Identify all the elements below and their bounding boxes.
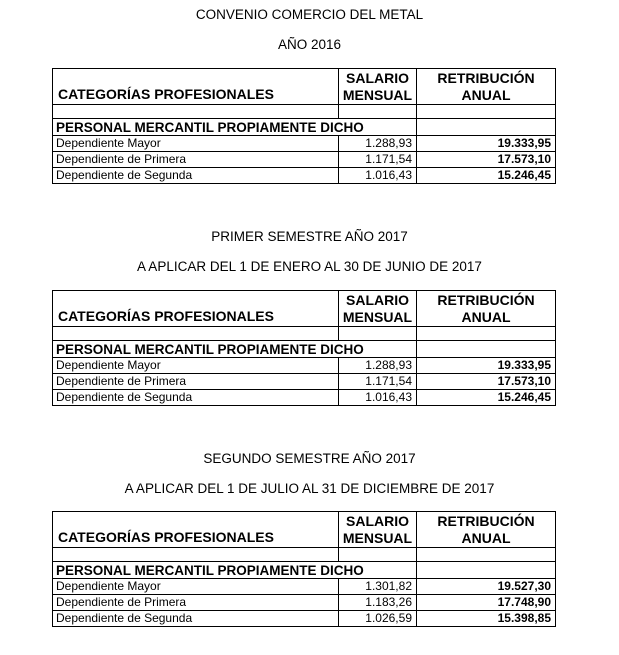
category-header: CATEGORÍAS PROFESIONALES — [53, 512, 339, 548]
table-row — [53, 390, 556, 406]
period-subtitle: A APLICAR DEL 1 DE ENERO AL 30 DE JUNIO DE 2017 — [137, 259, 482, 274]
table-header-row — [53, 291, 556, 327]
category-cell: Dependiente Mayor — [53, 579, 339, 595]
category-cell: Dependiente de Primera — [53, 595, 339, 611]
category-cell: Dependiente Mayor — [53, 136, 339, 152]
table-row — [53, 374, 556, 390]
category-header: CATEGORÍAS PROFESIONALES — [53, 69, 339, 105]
table-header-row — [53, 69, 556, 105]
annual-cell: 17.573,10 — [417, 152, 556, 168]
annual-cell: 15.246,45 — [417, 168, 556, 184]
monthly-cell: 1.301,82 — [339, 579, 417, 595]
table-row — [53, 136, 556, 152]
table-row — [53, 579, 556, 595]
monthly-cell: 1.026,59 — [339, 611, 417, 627]
section-row — [53, 562, 556, 579]
spacer-row — [53, 105, 556, 119]
period-title: SEGUNDO SEMESTRE AÑO 2017 — [203, 451, 416, 466]
period-subtitle: A APLICAR DEL 1 DE JULIO AL 31 DE DICIEMBRE DE 2017 — [124, 481, 495, 496]
monthly-cell: 1.016,43 — [339, 168, 417, 184]
annual-pay-header: RETRIBUCIÓN ANUAL — [417, 512, 556, 548]
section-name: PERSONAL MERCANTIL PROPIAMENTE DICHO — [53, 562, 339, 579]
monthly-salary-header: SALARIO MENSUAL — [339, 291, 417, 327]
category-cell: Dependiente de Primera — [53, 152, 339, 168]
monthly-cell: 1.288,93 — [339, 358, 417, 374]
monthly-cell: 1.016,43 — [339, 390, 417, 406]
spacer-row — [53, 548, 556, 562]
period-title: PRIMER SEMESTRE AÑO 2017 — [211, 229, 408, 244]
category-cell: Dependiente de Segunda — [53, 611, 339, 627]
annual-cell: 17.748,90 — [417, 595, 556, 611]
section-row — [53, 341, 556, 358]
period-title: AÑO 2016 — [277, 37, 342, 52]
monthly-cell: 1.171,54 — [339, 374, 417, 390]
category-cell: Dependiente de Primera — [53, 374, 339, 390]
annual-pay-header: RETRIBUCIÓN ANUAL — [417, 291, 556, 327]
spacer-row — [53, 327, 556, 341]
salary-table — [52, 68, 556, 184]
category-cell: Dependiente de Segunda — [53, 168, 339, 184]
table-row — [53, 168, 556, 184]
table-row — [53, 595, 556, 611]
monthly-salary-header: SALARIO MENSUAL — [339, 512, 417, 548]
table-row — [53, 611, 556, 627]
category-header: CATEGORÍAS PROFESIONALES — [53, 291, 339, 327]
monthly-cell: 1.288,93 — [339, 136, 417, 152]
section-name: PERSONAL MERCANTIL PROPIAMENTE DICHO — [53, 119, 339, 136]
salary-table — [52, 511, 556, 627]
monthly-cell: 1.171,54 — [339, 152, 417, 168]
table-header-row — [53, 512, 556, 548]
annual-cell: 19.527,30 — [417, 579, 556, 595]
annual-cell: 19.333,95 — [417, 358, 556, 374]
annual-cell: 15.246,45 — [417, 390, 556, 406]
monthly-cell: 1.183,26 — [339, 595, 417, 611]
annual-pay-header: RETRIBUCIÓN ANUAL — [417, 69, 556, 105]
table-row — [53, 358, 556, 374]
category-cell: Dependiente de Segunda — [53, 390, 339, 406]
annual-cell: 17.573,10 — [417, 374, 556, 390]
document-title: CONVENIO COMERCIO DEL METAL — [195, 7, 424, 22]
monthly-salary-header: SALARIO MENSUAL — [339, 69, 417, 105]
annual-cell: 19.333,95 — [417, 136, 556, 152]
category-cell: Dependiente Mayor — [53, 358, 339, 374]
table-row — [53, 152, 556, 168]
section-row — [53, 119, 556, 136]
section-name: PERSONAL MERCANTIL PROPIAMENTE DICHO — [53, 341, 339, 358]
annual-cell: 15.398,85 — [417, 611, 556, 627]
salary-table — [52, 290, 556, 406]
